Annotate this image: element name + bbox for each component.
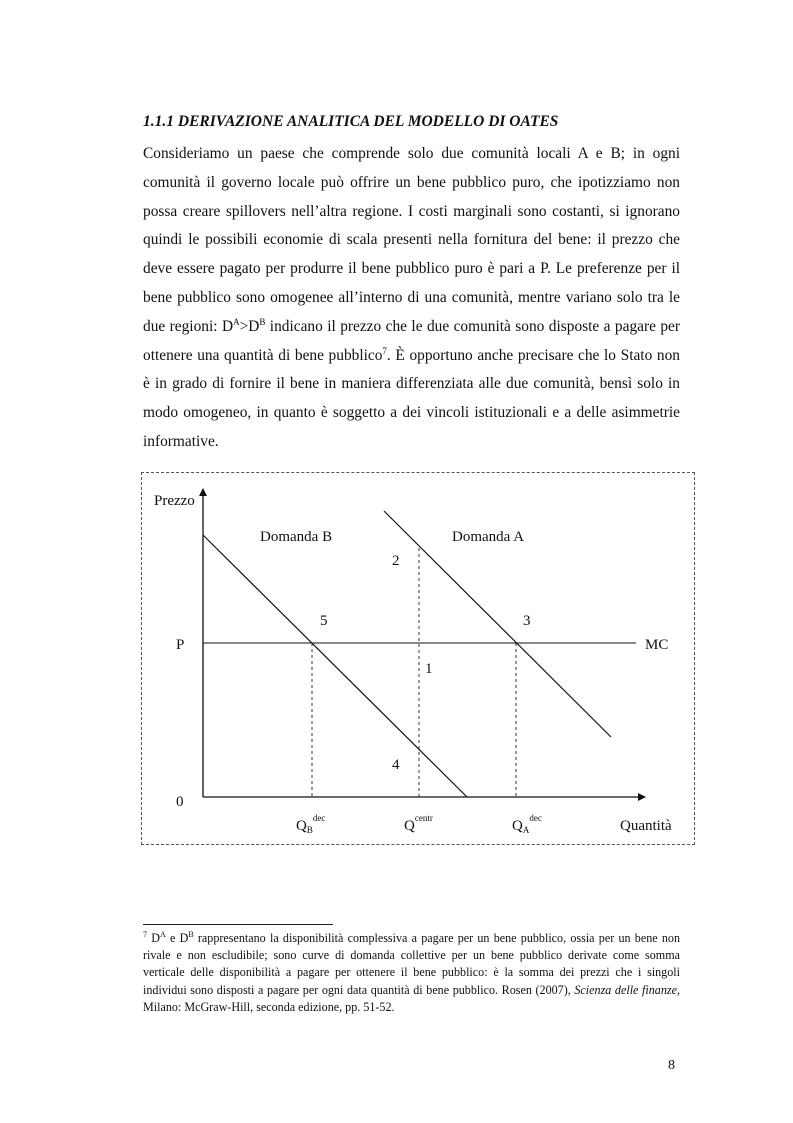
superscript-a: A bbox=[159, 929, 166, 939]
oates-model-diagram bbox=[142, 473, 694, 844]
point-label-4: 4 bbox=[392, 757, 400, 773]
book-title: Scienza delle finanze, bbox=[574, 982, 680, 997]
footnote-text: Milano: McGraw-Hill, seconda edizione, pp. 51-52. bbox=[143, 999, 395, 1014]
superscript-b: B bbox=[188, 929, 194, 939]
q-b-dec-label: $Q_B^{dec}$ bbox=[296, 813, 326, 835]
q-a-dec-label: $Q_A^{dec}$ bbox=[512, 813, 542, 835]
price-label: P bbox=[176, 637, 185, 653]
point-label-3: 3 bbox=[523, 613, 531, 629]
point-label-5: 5 bbox=[320, 613, 328, 629]
superscript-a: A bbox=[233, 316, 240, 327]
footnote-text: e D bbox=[165, 931, 189, 945]
x-axis-label: Quantità bbox=[620, 818, 672, 834]
page-number: 8 bbox=[668, 1058, 675, 1073]
section-heading: 1.1.1 DERIVAZIONE ANALITICA DEL MODELLO DI OATES bbox=[143, 113, 559, 130]
footnote-7 bbox=[143, 930, 680, 1016]
footnote-separator bbox=[143, 924, 333, 925]
footnote-text: D bbox=[147, 931, 160, 945]
oates-model-figure bbox=[141, 472, 695, 845]
point-label-1: 1 bbox=[425, 661, 433, 677]
superscript-b: B bbox=[259, 316, 266, 327]
q-centr-label: $Q^{centr}$ bbox=[404, 813, 433, 834]
paragraph-text: Consideriamo un paese che comprende solo due comunità locali A e B; in ogni comunità il governo locale può offrire un bene pubblico puro, che ipotizziamo non possa creare spillovers nell’altra regione. I costi marginali sono costanti, si ignorano quindi le possibili economie di scala presenti nella fornitura del bene: il prezzo che deve essere pagato per produrre il bene pubblico puro è pari a P. Le preferenze per il bene pubblico sono omogenee all’interno di una comunità, mentre variano solo tra le due regioni: D bbox=[143, 145, 680, 335]
footnote-number: 7 bbox=[143, 929, 147, 939]
origin-label: 0 bbox=[176, 794, 184, 810]
paragraph-text: . È opportuno anche precisare che lo Stato non è in grado di fornire il bene in maniera differenziata alle due comunità, bensì solo in modo omogeneo, in quanto è soggetto a dei vincoli istituzionali e a delle asimmetrie informative. bbox=[143, 346, 680, 450]
point-label-2: 2 bbox=[392, 553, 400, 569]
demand-a-label: Domanda A bbox=[452, 529, 525, 545]
footnote-reference[interactable]: 7 bbox=[382, 345, 387, 356]
demand-b-label: Domanda B bbox=[260, 529, 333, 545]
y-axis-label: Prezzo bbox=[154, 493, 195, 509]
paragraph-text: indicano il prezzo che le due comunità sono disposte a pagare per ottenere una quantità di bene pubblico bbox=[143, 317, 681, 364]
mc-label: MC bbox=[645, 637, 669, 653]
paragraph-text: >D bbox=[239, 317, 260, 335]
body-paragraph bbox=[143, 140, 680, 457]
footnote-text: rappresentano la disponibilità complessiva a pagare per un bene pubblico, ossia per un bene non rivale e non escludibile; sono curve di domanda collettive per un bene pubblico derivate come somma verticale delle disponibilità a pagare per ottenere il bene pubblico: è la somma dei prezzi che i singoli individui sono disposti a pagare per ogni data quantità di bene pubblico. Rosen (2007), bbox=[143, 931, 680, 997]
